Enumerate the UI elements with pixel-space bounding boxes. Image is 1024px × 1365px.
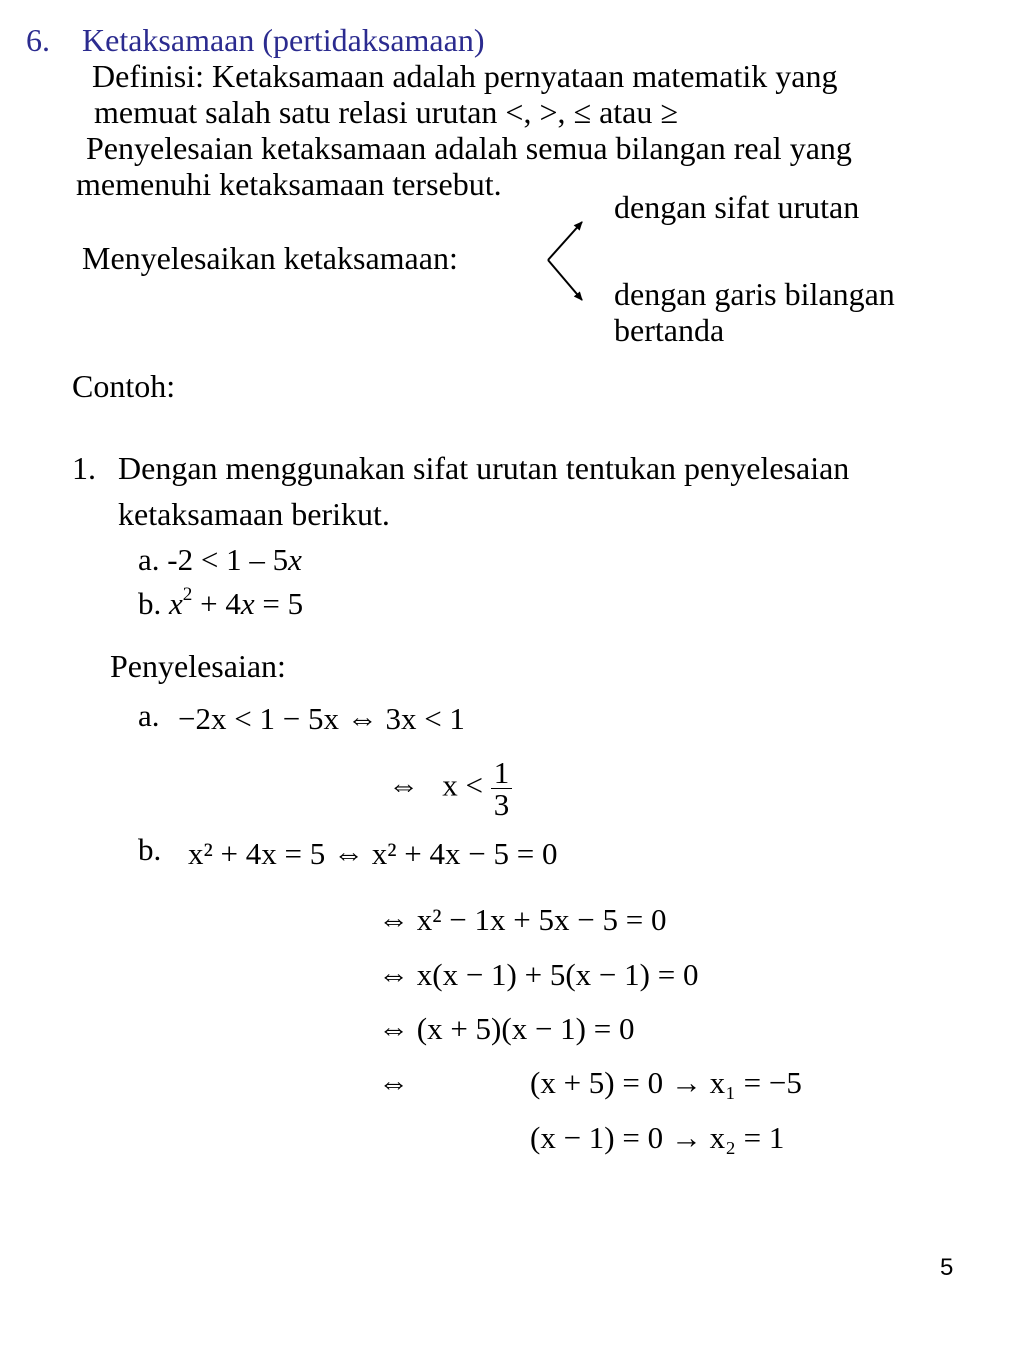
problem-b-x: x — [169, 586, 183, 621]
method-order-properties: dengan sifat urutan — [614, 189, 860, 225]
section-title: Ketaksamaan (pertidaksamaan) — [82, 22, 485, 58]
solution-b-label: b. — [138, 832, 162, 867]
problem-b-equals: = 5 — [254, 586, 304, 621]
equivalence-symbol: ⇔ — [388, 767, 419, 803]
problem-b-plus: + 4 — [192, 586, 241, 621]
fraction-numerator: 1 — [491, 757, 513, 789]
fraction-one-third — [491, 757, 513, 820]
definition-line-3: Penyelesaian ketaksamaan adalah semua bilangan real yang — [86, 130, 852, 166]
solution-a-x-less: x < — [442, 767, 483, 803]
solution-b-line-1: x² + 4x = 5 ⇔ x² + 4x − 5 = 0 — [188, 836, 558, 871]
method-sign-line-1: dengan garis bilangan — [614, 276, 895, 312]
problem-a-label: a. — [138, 542, 160, 577]
solution-b-line-2: ⇔ x² − 1x + 5x − 5 = 0 — [378, 902, 667, 937]
solution-b-line-5: (x + 5) = 0 → x₁ = −5 — [530, 1065, 802, 1100]
solution-a-line-1: −2x < 1 − 5x ⇔ 3x < 1 — [178, 701, 465, 736]
solution-b-line-5-symbol: ⇔ — [378, 1065, 409, 1100]
definition-line-4: memenuhi ketaksamaan tersebut. — [76, 166, 502, 202]
problem-b-label: b. — [138, 586, 162, 621]
definition-line-2: memuat salah satu relasi urutan <, >, ≤ atau ≥ — [94, 94, 678, 130]
problem-a-expression: -2 < 1 – 5 — [167, 542, 289, 577]
problem-a-variable: x — [288, 542, 302, 577]
solution-b-line-3: ⇔ x(x − 1) + 5(x − 1) = 0 — [378, 957, 699, 992]
method-sign-line-2: bertanda — [614, 312, 725, 348]
page-number: 5 — [940, 1254, 954, 1281]
problem-b — [138, 583, 304, 621]
fraction-denominator: 3 — [493, 787, 510, 822]
example-line-1: Dengan menggunakan sifat urutan tentukan penyelesaian — [118, 450, 850, 486]
example-number: 1. — [72, 450, 96, 486]
example-heading: Contoh: — [72, 368, 176, 404]
solution-b-line-4: ⇔ (x + 5)(x − 1) = 0 — [378, 1011, 635, 1046]
methods-label: Menyelesaikan ketaksamaan: — [82, 240, 458, 276]
solution-b-line-6: (x − 1) = 0 → x₂ = 1 — [530, 1120, 785, 1155]
problem-b-exponent: 2 — [182, 583, 193, 605]
solution-heading: Penyelesaian: — [110, 648, 286, 684]
solution-a-line-2 — [388, 757, 512, 820]
solution-a-label: a. — [138, 698, 160, 733]
problem-b-x2: x — [240, 586, 255, 621]
problem-a — [138, 544, 302, 575]
definition-line-1: Definisi: Ketaksamaan adalah pernyataan matematik yang — [92, 58, 838, 94]
example-line-2: ketaksamaan berikut. — [118, 496, 390, 532]
section-number: 6. — [26, 22, 50, 58]
